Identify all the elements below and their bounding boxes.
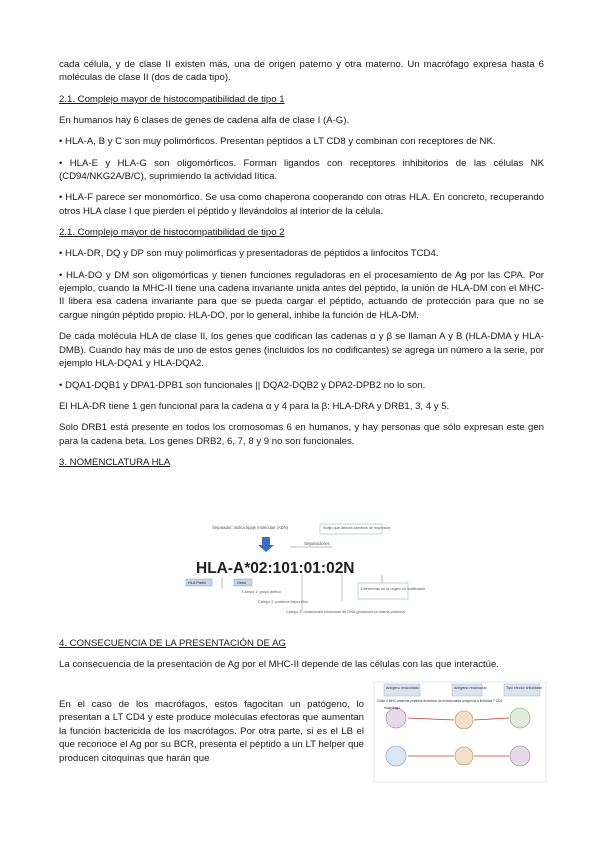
section-heading-nomenclature: 3. NOMENCLATURA HLA — [59, 457, 171, 469]
paragraph-macrophage: En el caso de los macrófagos, estos fagocitan un patógeno, lo presentan a LT CD4 y este produce moléculas efectoras que aumentan la función bactericida de los macrófagos. Por otra parte, si es el LB el que reconoce el Ag por su BCR, presenta el péptido a un LT helper que producen citoquinas que harán que — [59, 699, 364, 764]
suffix-label: Sufijo que denota cambios de expresión — [323, 526, 391, 530]
field1-label: Campo 1: grupo alélico — [242, 590, 282, 594]
field3-label: Campo 3: mutaciones sinónimas de DNA (producen la misma proteína — [286, 610, 405, 614]
hla-prefix-label: HLA Prefix — [188, 581, 206, 585]
section-4-body — [59, 698, 364, 765]
macrophage-label: macrófago — [384, 706, 401, 710]
paragraph-hla-f: • HLA-F parece ser monomórfico. Se usa como chaperona cooperando con otras HLA. En concreto, recuperando otros HLA clase I que pierden el péptido y llevándolos al interior de la célula. — [59, 192, 544, 217]
paragraph-class2-genes: De cada molécula HLA de clase II, los genes que codifican las cadenas α y β se llaman A y B (HLA-DMA y HLA-DMB). Cuando hay más de uno de estos genes (incluidos los no codificantes) se agrega un número a la serie, por ejemplo HLA-DQA1 y HLA-DQA2. — [59, 331, 544, 370]
paragraph-drb1: Solo DRB1 está presente en todos los cromosomas 6 en humanos, y hay personas que sólo expresan este gen para la cadena beta. Los genes DRB2, 6, 7, 8 y 9 no son funcionales. — [59, 422, 544, 447]
section-heading-mhc1: 2.1. Complejo mayor de histocompatibilidad de tipo 1 — [59, 93, 285, 105]
paragraph-hla-do-dm: • HLA-DO y DM son oligomórficas y tienen funciones reguladoras en el procesamiento de Ag por las CPA. Por ejemplo, cuando la MHC-II tiene una cadena invariante unida antes del péptido, la unión de HLA-DM con el MHC-II libera esa cadena invariante para que se pueda cargar el péptido, actuando de protección para que no se cargue ningún péptido propio. HLA-DO, por lo general, inhibe la función de HLA-DM. — [59, 269, 544, 321]
paragraph-hla-abc: • HLA-A, B y C son muy polimórficos. Presentan péptidos a LT CD8 y combinan con receptores de NK. — [59, 136, 496, 148]
field2-label: Campo 2: proteína específica — [258, 600, 308, 604]
col3-label: Tipo efector linfocitario — [506, 686, 543, 690]
paragraph-intro: cada célula, y de clase II existen más, una de origen paterno y otra materno. Un macrófago expresa hasta 6 moléculas de clase II (dos de cada tipo). — [59, 59, 544, 84]
figure-caption: Clase II MHC-presenta péptidos derivados de endosomales antígenos a linfocitos T CD4 — [377, 699, 503, 703]
document-body — [59, 58, 544, 469]
hla-code: HLA-A*02:101:01:02N — [196, 560, 355, 577]
section-4 — [59, 637, 544, 671]
activated-macrophage-icon — [510, 708, 530, 728]
field4-label: Diferencias en la región no codificante — [361, 587, 426, 591]
paragraph-consequence-intro: La consecuencia de la presentación de Ag por el MHC-II depende de las células con las que interactúe. — [59, 659, 499, 670]
mhc2-presentation-figure — [374, 682, 546, 782]
section-heading-consequence: 4. CONSECUENCIA DE LA PRESENTACIÓN DE AG — [59, 638, 286, 649]
col1-label: Antígeno endocitado — [386, 686, 419, 690]
paragraph-class1-genes: En humanos hay 6 clases de genes de cadena alfa de clase I (A-G). — [59, 114, 350, 126]
macrophage-cell-icon — [386, 708, 406, 728]
hla-nomenclature-figure — [182, 521, 426, 627]
paragraph-hla-dr: El HLA-DR tiene 1 gen funcional para la cadena α y 4 para la β: HLA-DRA y DRB1, 3, 4 y 5. — [59, 400, 450, 412]
col2-label: Antígeno reconocido — [454, 686, 487, 690]
plasma-cell-icon — [510, 746, 530, 766]
separators-label: Separadores — [304, 541, 330, 546]
gene-label: Gene — [237, 581, 247, 585]
b-cell-icon — [386, 746, 406, 766]
paragraph-functional-genes: • DQA1-DQB1 y DPA1-DPB1 son funcionales || DQA2-DQB2 y DPA2-DPB2 no lo son. — [59, 379, 426, 391]
paragraph-hla-eg: • HLA-E y HLA-G son oligomórficos. Forman ligandos con receptores inhibitorios de las células NK (CD94/NKG2A/B/C), suprimiendo la actividad lítica. — [59, 157, 544, 183]
paragraph-hla-dr-dq-dp: • HLA-DR, DQ y DP son muy polimórficas y presentadoras de péptidos a linfocitos TCD4. — [59, 248, 439, 260]
t-cell-icon — [455, 711, 473, 729]
section-heading-mhc2: 2.1. Complejo mayor de histocompatibilidad de tipo 2 — [59, 227, 285, 239]
separator-label: Separador: indica tipaje molecular (ADN) — [212, 525, 289, 530]
helper-t-cell-icon — [455, 747, 473, 765]
